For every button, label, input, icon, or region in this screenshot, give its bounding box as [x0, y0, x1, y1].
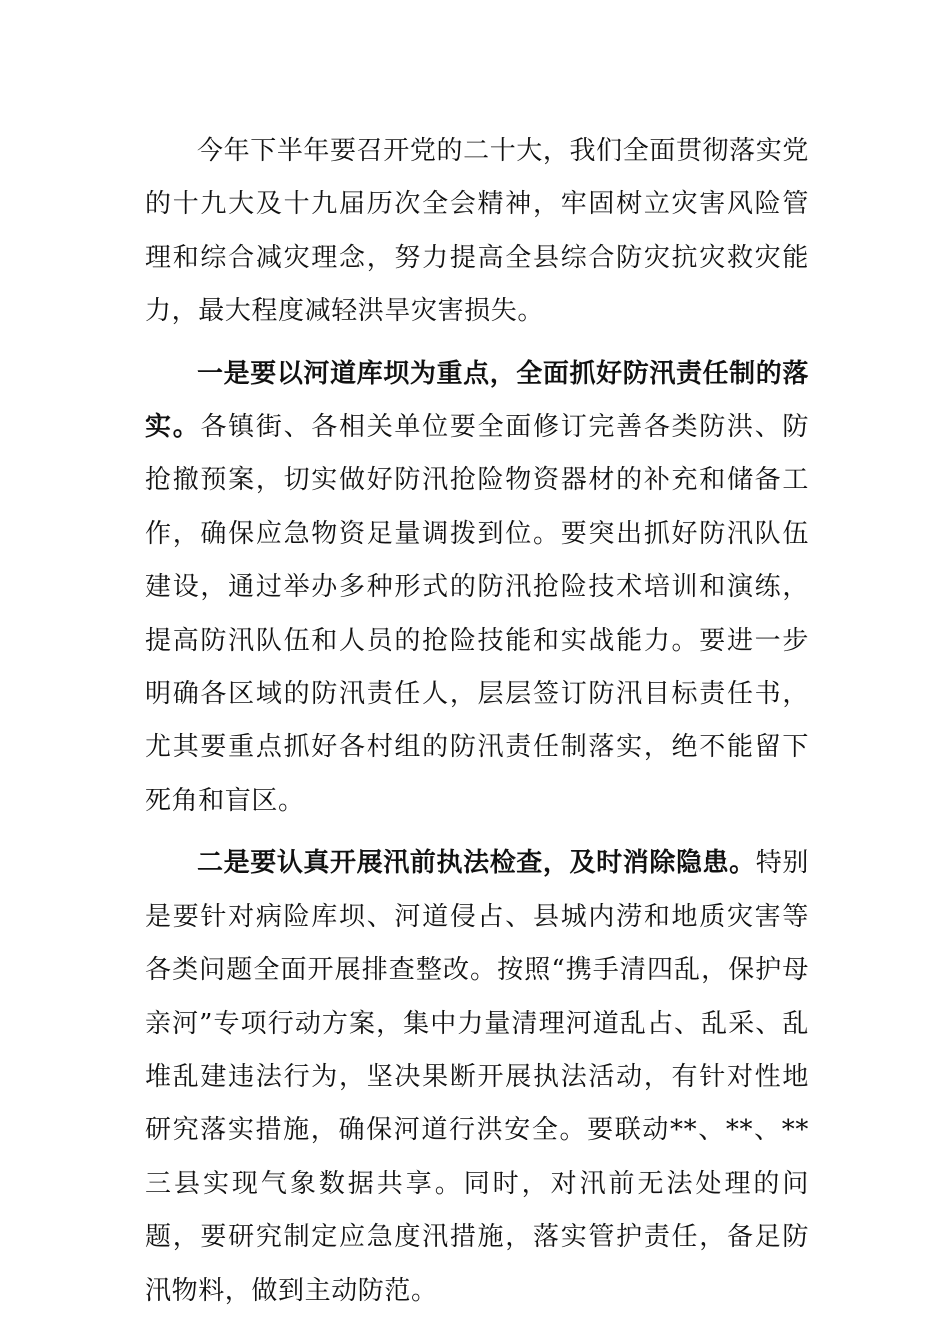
- point-two-paragraph: [145, 837, 809, 1318]
- point-one-text: 各镇街、各相关单位要全面修订完善各类防洪、防抢撤预案，切实做好防汛抢险物资器材的补充和储备工作，确保应急物资足量调拨到位。要突出抓好防汛队伍建设，通过举办多种形式的防汛抢险技术培训和演练，提高防汛队伍和人员的抢险技能和实战能力。要进一步明确各区域的防汛责任人，层层签订防汛目标责任书，尤其要重点抓好各村组的防汛责任制落实，绝不能留下死角和盲区。: [145, 412, 810, 816]
- point-one-heading: 一是要以河道库坝为重点，全面抓好防汛责任制的落实。: [145, 358, 809, 443]
- point-one-paragraph: [145, 348, 809, 829]
- document-body: [145, 125, 809, 1318]
- point-two-text: 特别是要针对病险库坝、河道侵占、县城内涝和地质灾害等各类问题全面开展排查整改。按照“携手清四乱，保护母亲河”专项行动方案，集中力量清理河道乱占、乱采、乱堆乱建违法行为，坚决果断开展执法活动，有针对性地研究落实措施，确保河道行洪安全。要联动**、**、**三县实现气象数据共享。同时，对汛前无法处理的问题，要研究制定应急度汛措施，落实管护责任，备足防汛物料，做到主动防范。: [145, 848, 809, 1306]
- intro-paragraph: [145, 125, 809, 339]
- point-two-heading: 二是要认真开展汛前执法检查，及时消除隐患。: [197, 848, 756, 879]
- intro-paragraph-text: 今年下半年要召开党的二十大，我们全面贯彻落实党的十九大及十九届历次全会精神，牢固树立灾害风险管理和综合减灾理念，努力提高全县综合防灾抗灾救灾能力，最大程度减轻洪旱灾害损失。: [145, 136, 809, 327]
